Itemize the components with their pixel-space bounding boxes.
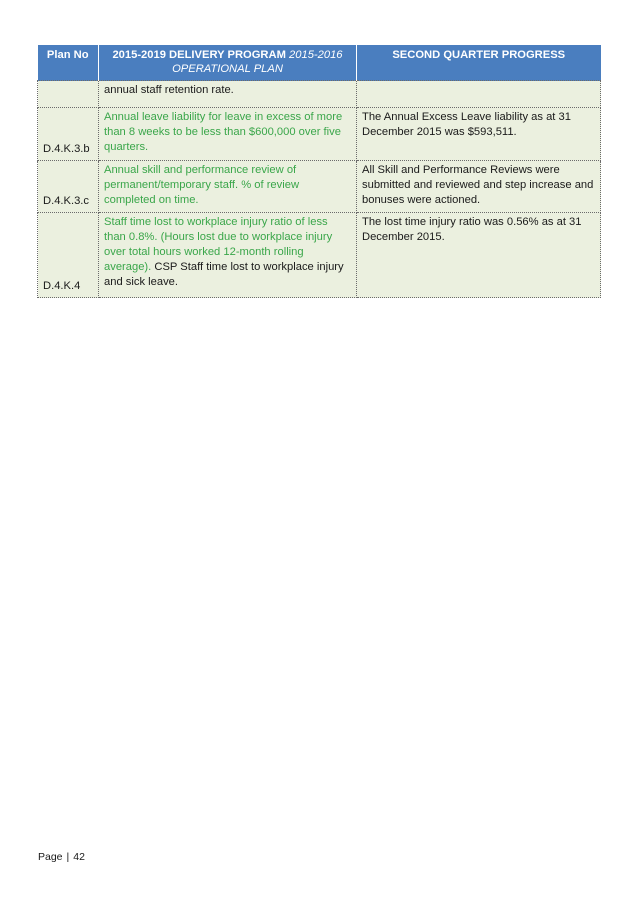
plan-number-cell: D.4.K.3.b — [38, 108, 99, 161]
target-black-text: annual staff retention rate. — [104, 84, 234, 96]
table-row — [38, 108, 601, 161]
progress-cell: The Annual Excess Leave liability as at 31 December 2015 was $593,511. — [357, 108, 601, 161]
progress-cell — [357, 81, 601, 108]
progress-cell: All Skill and Performance Reviews were submitted and reviewed and step increase and bonuses were actioned. — [357, 161, 601, 213]
target-cell — [99, 161, 357, 213]
header-delivery-main: 2015-2019 DELIVERY PROGRAM — [112, 49, 286, 61]
target-cell — [99, 108, 357, 161]
plan-number-cell: D.4.K.3.c — [38, 161, 99, 213]
target-green-text: Annual leave liability for leave in excess of more than 8 weeks to be less than $600,000 over five quarters. — [104, 111, 343, 153]
page-label: Page — [38, 851, 63, 863]
header-plan-no: Plan No — [38, 45, 99, 81]
page-footer — [38, 851, 85, 863]
header-operational-plan: OPERATIONAL PLAN — [172, 63, 283, 75]
header-delivery-year: 2015-2016 — [289, 49, 343, 61]
page-number: 42 — [73, 851, 85, 863]
header-second-quarter-progress: SECOND QUARTER PROGRESS — [357, 45, 601, 81]
table-row — [38, 81, 601, 108]
target-black-text: CSP Staff time lost to workplace injury and sick leave. — [104, 261, 344, 288]
table-row — [38, 213, 601, 298]
table-row — [38, 161, 601, 213]
target-cell — [99, 213, 357, 298]
plan-number-cell: D.4.K.4 — [38, 213, 99, 298]
plan-number-cell — [38, 81, 99, 108]
header-delivery-program — [99, 45, 357, 81]
target-cell — [99, 81, 357, 108]
target-green-text: Annual skill and performance review of permanent/temporary staff. % of review completed on time. — [104, 164, 300, 206]
table-header-row — [38, 45, 601, 81]
operational-plan-table — [37, 45, 601, 298]
footer-separator: | — [66, 851, 70, 863]
progress-cell: The lost time injury ratio was 0.56% as at 31 December 2015. — [357, 213, 601, 298]
target-green-text: Staff time lost to workplace injury ratio of less than 0.8%. (Hours lost due to workplace injury over total hours worked 12-month rolling average). — [104, 216, 333, 273]
